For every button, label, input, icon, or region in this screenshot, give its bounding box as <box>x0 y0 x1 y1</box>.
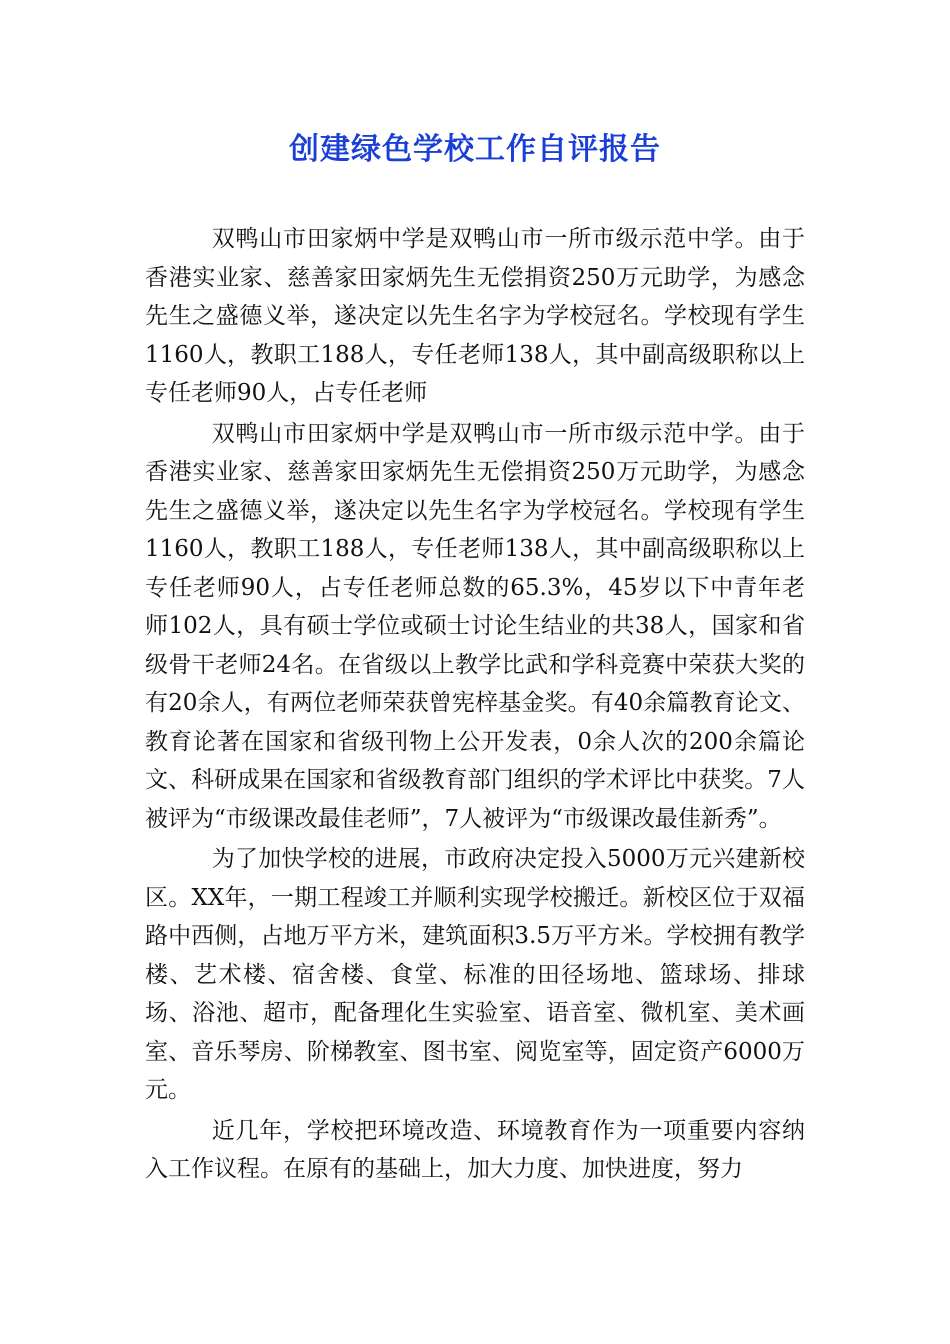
document-title: 创建绿色学校工作自评报告 <box>289 132 661 167</box>
paragraph-3: 为了加快学校的进展，市政府决定投入5000万元兴建新校区。XX年，一期工程竣工并顺利实现学校搬迁。新校区位于双福路中西侧，占地万平方米，建筑面积3.5万平方米。学校拥有教学楼、艺术楼、宿舍楼、食堂、标准的田径场地、篮球场、排球场、浴池、超市，配备理化生实验室、语音室、微机室、美术画室、音乐琴房、阶梯教室、图书室、阅览室等，固定资产6000万元。 <box>145 846 805 1103</box>
paragraph-1: 双鸭山市田家炳中学是双鸭山市一所市级示范中学。由于香港实业家、慈善家田家炳先生无偿捐资250万元助学，为感念先生之盛德义举，遂决定以先生名字为学校冠名。学校现有学生1160人，教职工188人，专任老师138人，其中副高级职称以上专任老师90人，占专任老师 <box>145 226 805 406</box>
paragraph-2: 双鸭山市田家炳中学是双鸭山市一所市级示范中学。由于香港实业家、慈善家田家炳先生无偿捐资250万元助学，为感念先生之盛德义举，遂决定以先生名字为学校冠名。学校现有学生1160人，教职工188人，专任老师138人，其中副高级职称以上专任老师90人，占专任老师总数的65.3%，45岁以下中青年老师102人，具有硕士学位或硕士讨论生结业的共38人，国家和省级骨干老师24名。在省级以上教学比武和学科竞赛中荣获大奖的有20余人，有两位老师荣获曾宪梓基金奖。有40余篇教育论文、教育论著在国家和省级刊物上公开发表，0余人次的200余篇论文、科研成果在国家和省级教育部门组织的学术评比中获奖。7人被评为“市级课改最佳老师”，7人被评为“市级课改最佳新秀”。 <box>145 420 805 832</box>
document-body <box>145 220 805 1191</box>
paragraph-4: 近几年，学校把环境改造、环境教育作为一项重要内容纳入工作议程。在原有的基础上，加大力度、加快进度，努力 <box>145 1117 805 1182</box>
